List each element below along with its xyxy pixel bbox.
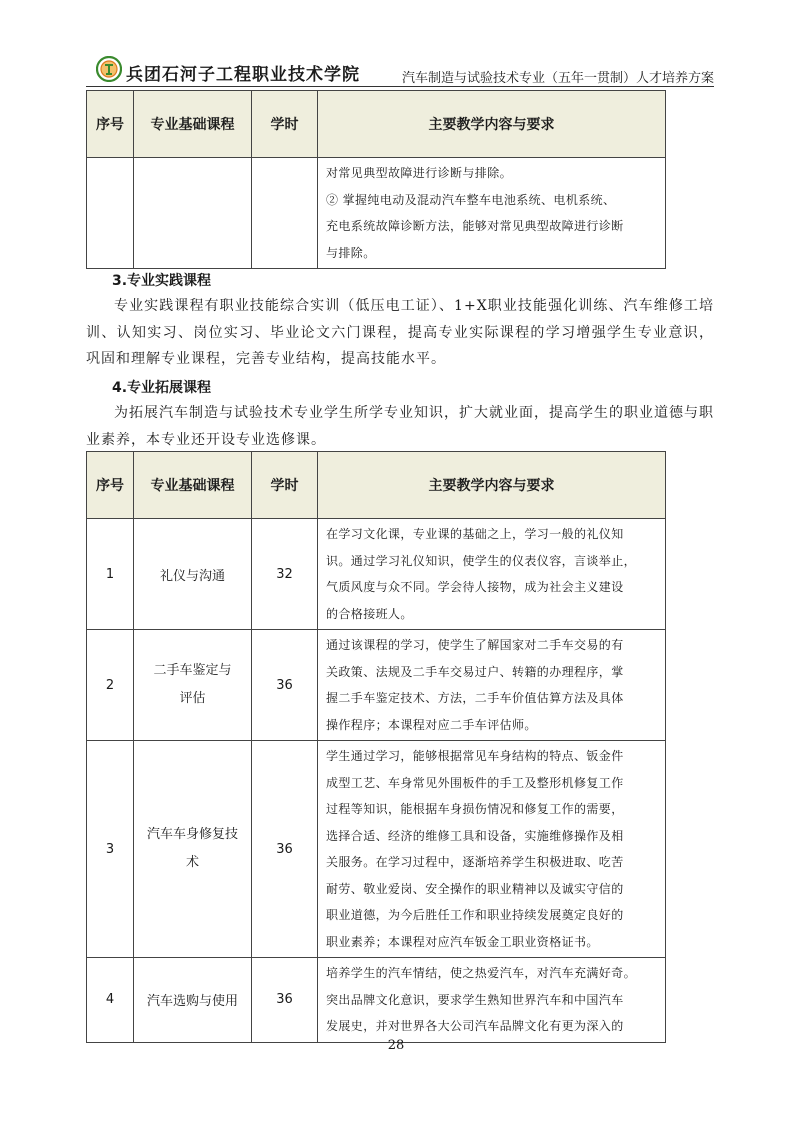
header-course: 专业基础课程 xyxy=(134,91,252,158)
page-header xyxy=(96,54,714,88)
table-row xyxy=(87,158,666,269)
course-name: 汽车车身修复技术 xyxy=(146,827,238,870)
table-header-row xyxy=(87,91,666,158)
cell-course xyxy=(134,158,252,269)
content-line: 培养学生的汽车情结，使之热爱汽车，对汽车充满好奇。 xyxy=(326,966,637,980)
section-4-paragraph: 为拓展汽车制造与试验技术专业学生所学专业知识，扩大就业面，提高学生的职业道德与职业素养，本专业还开设专业选修课。 xyxy=(86,405,714,448)
header-serial: 序号 xyxy=(87,91,134,158)
content-line: 充电系统故障诊断方法，能够对常见典型故障进行诊断 xyxy=(326,219,624,233)
content-line: 职业素养；本课程对应汽车钣金工职业资格证书。 xyxy=(326,934,599,949)
content-line: 突出品牌文化意识，要求学生熟知世界汽车和中国汽车 xyxy=(326,992,624,1007)
content-line: 在学习文化课，专业课的基础之上，学习一般的礼仪知 xyxy=(326,527,624,541)
cell-course xyxy=(134,741,252,958)
header-content: 主要教学内容与要求 xyxy=(318,91,666,158)
content-line: 耐劳、敬业爱岗、安全操作的职业精神以及诚实守信的 xyxy=(326,881,624,896)
cell-serial: 4 xyxy=(87,958,134,1043)
cell-content xyxy=(318,158,666,269)
content-line: 握二手车鉴定技术、方法，二手车价值估算方法及具体 xyxy=(326,691,624,705)
content-line: 成型工艺、车身常见外围板件的手工及整形机修复工作 xyxy=(326,775,624,790)
content-line: 关政策、法规及二手车交易过户、转籍的办理程序，掌 xyxy=(326,664,624,679)
course-name: 二手车鉴定与评估 xyxy=(153,663,232,706)
core-courses-table-continued xyxy=(86,90,666,269)
content-line: 职业道德，为今后胜任工作和职业持续发展奠定良好的 xyxy=(326,908,624,922)
section-3-paragraph: 专业实践课程有职业技能综合实训（低压电工证）、1+X职业技能强化训练、汽车维修工培训、认知实习、岗位实习、毕业论文六门课程，提高专业实际课程的学习增强学生专业意识，巩固和理解专业课程，完善专业结构，提高技能水平。 xyxy=(86,298,714,367)
content-line: 的合格接班人。 xyxy=(326,606,413,621)
header-content: 主要教学内容与要求 xyxy=(318,452,666,519)
cell-course xyxy=(134,630,252,741)
cell-hours: 36 xyxy=(252,958,318,1043)
cell-content xyxy=(318,741,666,958)
content-line: 发展史，并对世界各大公司汽车品牌文化有更为深入的 xyxy=(326,1019,624,1033)
cell-serial: 1 xyxy=(87,519,134,630)
school-name: 兵团石河子工程职业技术学院 xyxy=(126,65,360,85)
content-line: 对常见典型故障进行诊断与排除。 xyxy=(326,166,513,180)
content-line: 气质风度与众不同。学会待人接物，成为社会主义建设 xyxy=(326,580,624,594)
header-hours: 学时 xyxy=(252,91,318,158)
section-4-heading: 4.专业拓展课程 xyxy=(112,380,212,396)
page-number: 28 xyxy=(387,1038,405,1053)
header-serial: 序号 xyxy=(87,452,134,519)
elective-courses-table xyxy=(86,451,666,1043)
content-line: 通过该课程的学习，使学生了解国家对二手车交易的有 xyxy=(326,638,624,652)
cell-serial: 3 xyxy=(87,741,134,958)
cell-content xyxy=(318,630,666,741)
cell-content xyxy=(318,519,666,630)
content-line: 学生通过学习，能够根据常见车身结构的特点、钣金件 xyxy=(326,749,624,763)
cell-serial: 2 xyxy=(87,630,134,741)
program-title: 汽车制造与试验技术专业（五年一贯制）人才培养方案 xyxy=(401,71,714,86)
header-course: 专业基础课程 xyxy=(134,452,252,519)
table-row xyxy=(87,958,666,1043)
table-row xyxy=(87,630,666,741)
header-divider xyxy=(86,86,714,87)
cell-hours: 32 xyxy=(252,519,318,630)
content-line: 识。通过学习礼仪知识，使学生的仪表仪容，言谈举止， xyxy=(326,553,637,568)
content-line: 与排除。 xyxy=(326,245,376,260)
content-line: 关服务。在学习过程中，逐渐培养学生积极进取、吃苦 xyxy=(326,855,624,869)
school-emblem-icon xyxy=(96,56,122,82)
cell-serial xyxy=(87,158,134,269)
header-hours: 学时 xyxy=(252,452,318,519)
content-line: 操作程序；本课程对应二手车评估师。 xyxy=(326,717,537,732)
cell-hours: 36 xyxy=(252,741,318,958)
cell-course: 汽车选购与使用 xyxy=(134,958,252,1043)
table-header-row xyxy=(87,452,666,519)
section-3-heading: 3.专业实践课程 xyxy=(112,273,212,289)
cell-content xyxy=(318,958,666,1043)
cell-course: 礼仪与沟通 xyxy=(134,519,252,630)
table-row xyxy=(87,741,666,958)
content-line: 过程等知识，能根据车身损伤情况和修复工作的需要， xyxy=(326,802,624,816)
cell-hours xyxy=(252,158,318,269)
table-row xyxy=(87,519,666,630)
cell-hours: 36 xyxy=(252,630,318,741)
content-line: ② 掌握纯电动及混动汽车整车电池系统、电机系统、 xyxy=(326,192,616,207)
content-line: 选择合适、经济的维修工具和设备，实施维修操作及相 xyxy=(326,828,624,843)
